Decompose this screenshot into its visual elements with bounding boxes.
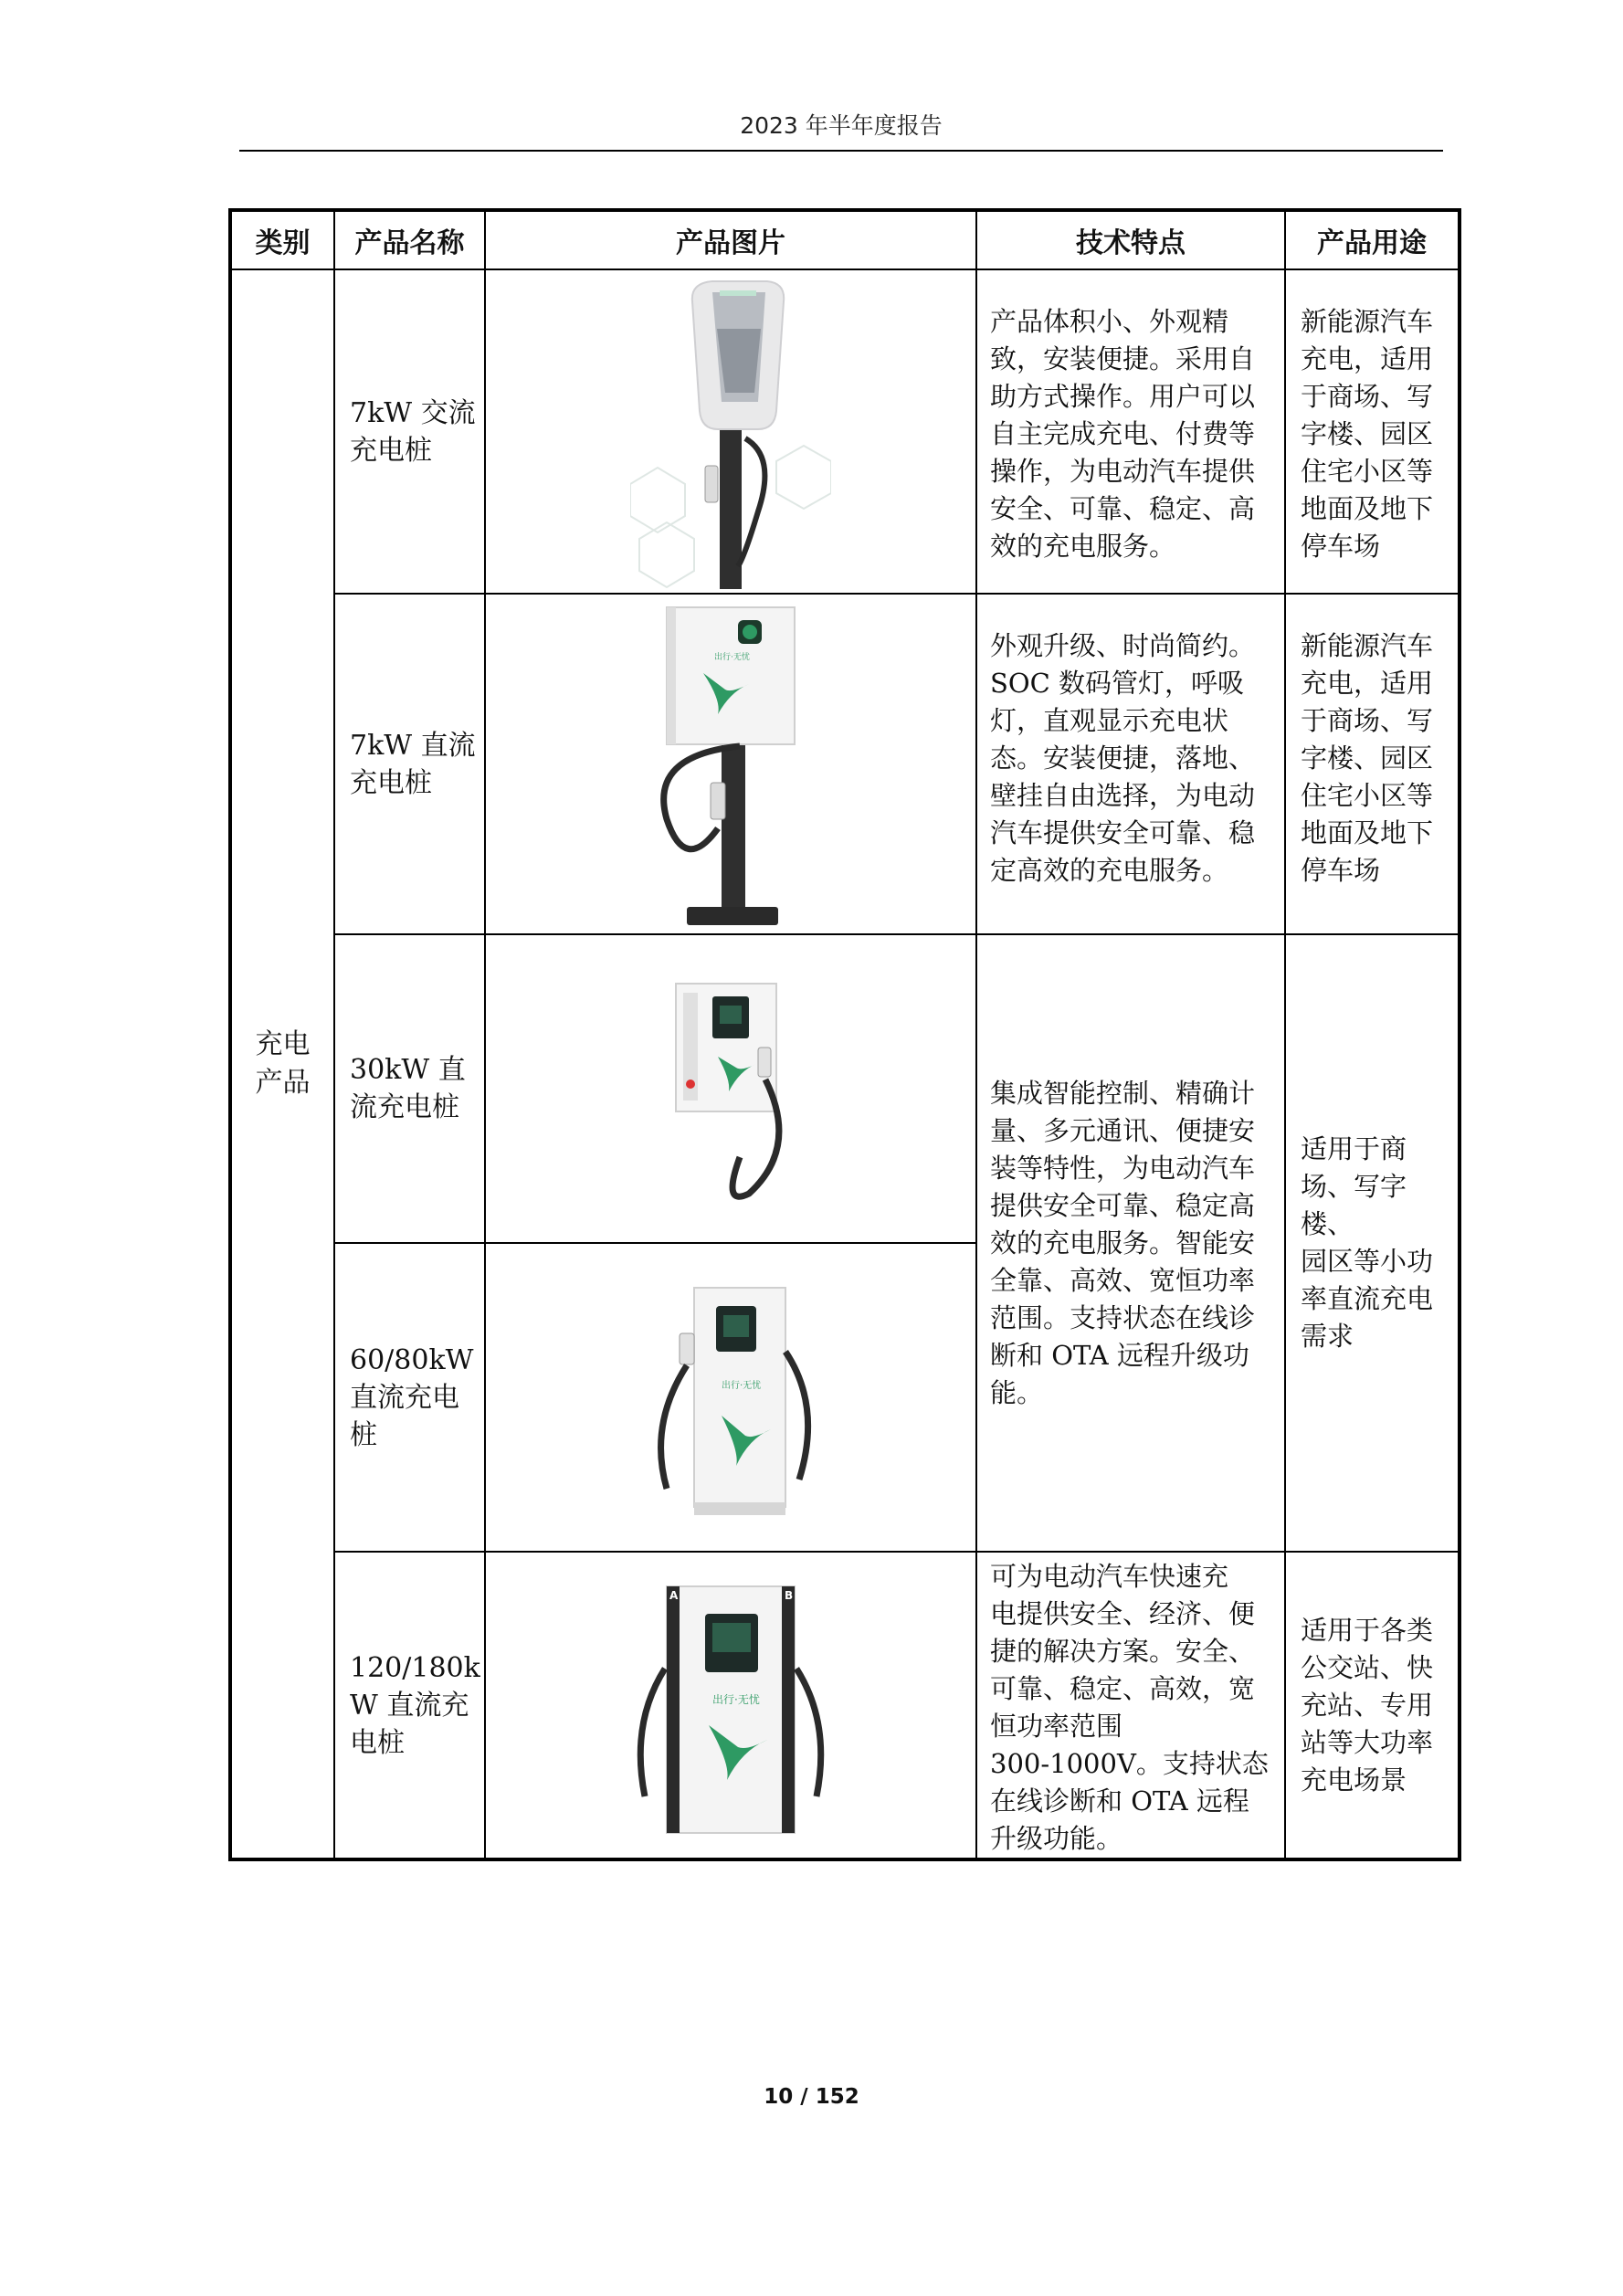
merged-feature-text: 集成智能控制、精确计 量、多元通讯、便捷安 装等特性，为电动汽车 提供安全可靠、稳定高 效的充电服务。智能安 全靠、高效、宽恒功率 范围。支持状态在线诊 断和 OTA 远程升级功 能。 — [976, 934, 1285, 1552]
product-name: 120/180k W 直流充 电桩 — [334, 1552, 485, 1859]
product-image-cell — [485, 934, 976, 1243]
usage-text: 新能源汽车 充电，适用 于商场、写 字楼、园区 住宅小区等 地面及地下 停车场 — [1285, 269, 1460, 594]
feature-text: 产品体积小、外观精 致，安装便捷。采用自 助方式操作。用户可以 自主完成充电、付费等 操作，为电动汽车提供 安全、可靠、稳定、高 效的充电服务。 — [976, 269, 1285, 594]
product-table — [228, 208, 1461, 1861]
gun-a-label: A — [669, 1589, 679, 1602]
usage-text: 新能源汽车 充电，适用 于商场、写 字楼、园区 住宅小区等 地面及地下 停车场 — [1285, 594, 1460, 934]
product-image-cell — [485, 1552, 976, 1859]
gun-b-label: B — [785, 1589, 794, 1602]
feature-text: 可为电动汽车快速充 电提供安全、经济、便 捷的解决方案。安全、 可靠、稳定、高效，宽 恒功率范围 300-1000V。支持状态 在线诊断和 OTA 远程 升级功能。 — [976, 1552, 1285, 1859]
col-header-category: 类别 — [230, 210, 334, 269]
col-header-features: 技术特点 — [976, 210, 1285, 269]
table-row — [230, 269, 1460, 594]
col-header-image: 产品图片 — [485, 210, 976, 269]
category-label: 充电 产品 — [255, 1028, 311, 1099]
dc-charger-30kw-image — [639, 965, 822, 1212]
dc-charger-120-180kw-image — [621, 1568, 840, 1842]
header-rule — [239, 150, 1443, 152]
col-header-name: 产品名称 — [334, 210, 485, 269]
merged-usage-text: 适用于商 场、写字楼、 园区等小功 率直流充电 需求 — [1285, 934, 1460, 1552]
product-image-cell — [485, 1243, 976, 1552]
category-cell — [230, 269, 334, 1859]
product-name: 30kW 直 流充电桩 — [334, 934, 485, 1243]
slogan-text: 出行·无忧 — [722, 1381, 762, 1391]
page-header: 2023 年半年度报告 — [740, 112, 943, 139]
table-row — [230, 1552, 1460, 1859]
table-row — [230, 934, 1460, 1243]
slogan-text: 出行·无忧 — [712, 1693, 760, 1706]
dc-charger-7kw-image — [630, 600, 831, 929]
product-name: 60/80kW 直流充电 桩 — [334, 1243, 485, 1552]
product-name: 7kW 直流 充电桩 — [334, 594, 485, 934]
feature-text: 外观升级、时尚简约。 SOC 数码管灯，呼吸 灯，直观显示充电状 态。安装便捷，落地、 壁挂自由选择，为电动 汽车提供安全可靠、稳 定高效的充电服务。 — [976, 594, 1285, 934]
product-image-cell — [485, 269, 976, 594]
col-header-usage: 产品用途 — [1285, 210, 1460, 269]
product-image-cell — [485, 594, 976, 934]
product-name: 7kW 交流 充电桩 — [334, 269, 485, 594]
table-header-row — [230, 210, 1460, 269]
page-number: 10 / 152 — [764, 2085, 859, 2109]
ac-charger-7kw-image — [630, 274, 831, 589]
dc-charger-60-80kw-image — [639, 1269, 822, 1525]
slogan-text: 出行·无忧 — [714, 652, 750, 662]
table-row — [230, 594, 1460, 934]
usage-text: 适用于各类 公交站、快 充站、专用 站等大功率 充电场景 — [1285, 1552, 1460, 1859]
